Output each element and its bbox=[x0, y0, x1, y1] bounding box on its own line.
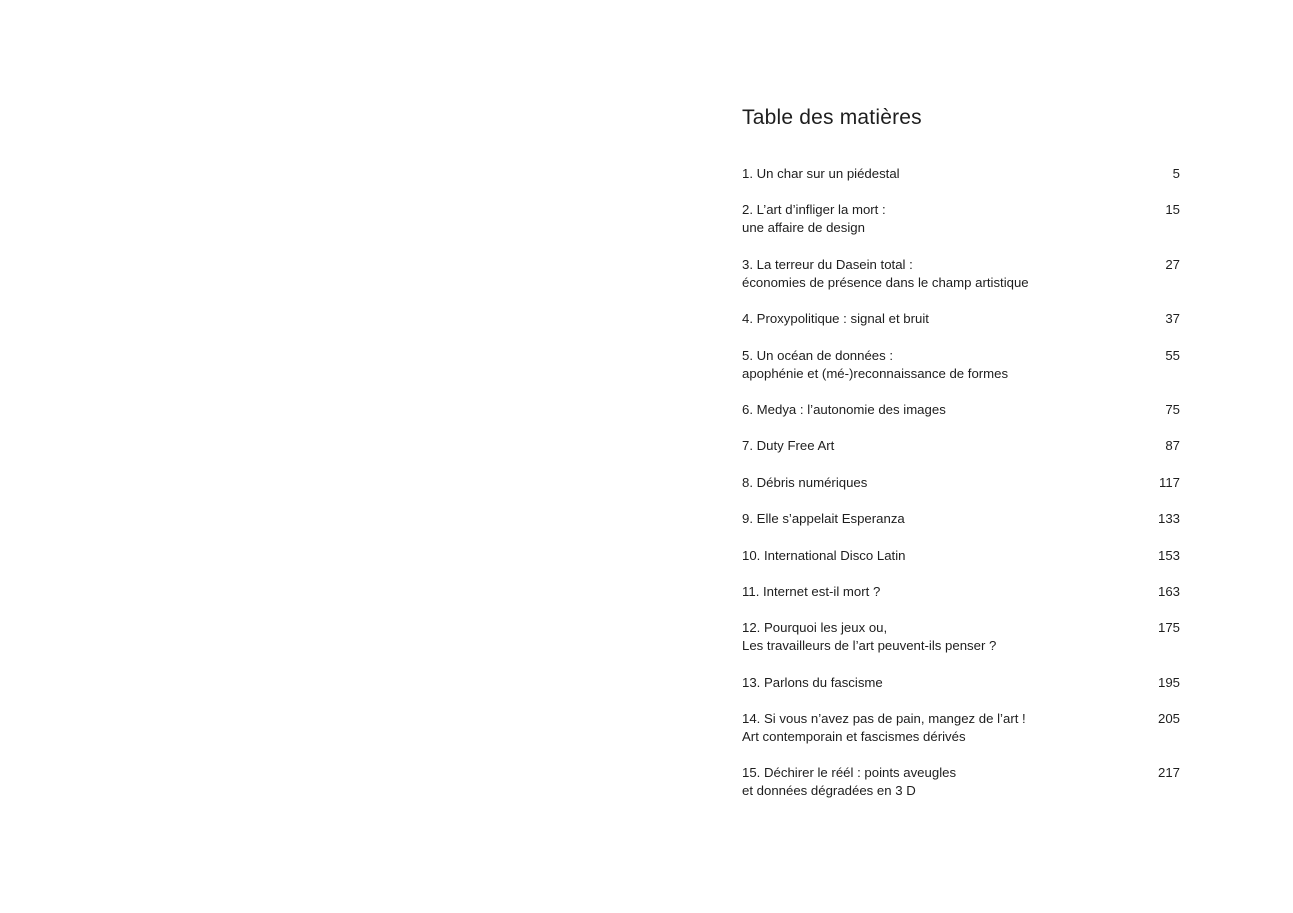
toc-entry-subtitle: Les travailleurs de l’art peuvent-ils penser ? bbox=[742, 638, 997, 654]
page-title: Table des matières bbox=[742, 106, 922, 129]
toc-entry-subtitle: et données dégradées en 3 D bbox=[742, 783, 916, 799]
toc-entry bbox=[742, 764, 1180, 800]
toc-entry-title: 3. La terreur du Dasein total : bbox=[742, 256, 913, 272]
toc-entry-page-number: 37 bbox=[1165, 311, 1180, 327]
toc-entry-page-number: 117 bbox=[1158, 474, 1180, 490]
toc-entry bbox=[742, 510, 1180, 528]
toc-entry-page-number: 15 bbox=[1165, 202, 1180, 218]
toc-entry-title: 1. Un char sur un piédestal bbox=[742, 166, 900, 181]
toc-entry-title: 9. Elle s’appelait Esperanza bbox=[742, 511, 905, 527]
toc-entry bbox=[742, 347, 1180, 383]
toc-entry-subtitle: une affaire de design bbox=[742, 220, 865, 236]
toc-entry bbox=[742, 201, 1180, 237]
toc-entry bbox=[742, 547, 1180, 565]
toc-entry-page-number: 153 bbox=[1157, 547, 1180, 563]
toc-entry-subtitle: économies de présence dans le champ artistique bbox=[742, 274, 1029, 290]
toc-entry bbox=[742, 165, 1180, 183]
toc-entry-page-number: 195 bbox=[1157, 674, 1180, 690]
toc-entry-page-number: 163 bbox=[1157, 583, 1180, 599]
toc-entry-title: 8. Débris numériques bbox=[742, 474, 868, 490]
toc-entry-title: 15. Déchirer le réél : points aveugles bbox=[742, 765, 957, 781]
toc-entry-title: 10. International Disco Latin bbox=[742, 547, 906, 563]
toc-entry-title: 13. Parlons du fascisme bbox=[742, 674, 883, 690]
toc-entry bbox=[742, 310, 1180, 328]
toc-entry-page-number: 87 bbox=[1165, 438, 1180, 454]
toc-entry bbox=[742, 256, 1180, 292]
toc-entry-page-number: 27 bbox=[1165, 256, 1180, 272]
toc-entry-page-number: 175 bbox=[1157, 620, 1180, 636]
toc-entry bbox=[742, 401, 1180, 419]
toc-entry-title: 6. Medya : l’autonomie des images bbox=[742, 401, 946, 417]
toc-entry-page-number: 133 bbox=[1157, 511, 1180, 527]
toc-entry-subtitle: apophénie et (mé-)reconnaissance de formes bbox=[742, 365, 1009, 381]
table-of-contents bbox=[742, 104, 1180, 799]
toc-entry-page-number: 5 bbox=[1172, 166, 1180, 181]
toc-entry bbox=[742, 474, 1180, 492]
toc-entry-title: 11. Internet est-il mort ? bbox=[742, 583, 881, 599]
toc-entry-title: 14. Si vous n’avez pas de pain, mangez de l’art ! bbox=[742, 711, 1026, 727]
toc-entry-title: 2. L’art d’infliger la mort : bbox=[742, 202, 886, 218]
toc-entry bbox=[742, 674, 1180, 692]
toc-entry-title: 12. Pourquoi les jeux ou, bbox=[742, 620, 888, 636]
toc-entry-title: 5. Un océan de données : bbox=[742, 347, 894, 363]
toc-entry bbox=[742, 583, 1180, 601]
toc-entry-subtitle: Art contemporain et fascismes dérivés bbox=[742, 729, 966, 745]
toc-entry-page-number: 217 bbox=[1157, 765, 1180, 781]
toc-list bbox=[742, 165, 1180, 819]
toc-entry-title: 4. Proxypolitique : signal et bruit bbox=[742, 311, 929, 327]
toc-entry-page-number: 205 bbox=[1157, 711, 1180, 727]
toc-entry-page-number: 75 bbox=[1165, 401, 1180, 417]
toc-entry bbox=[742, 437, 1180, 455]
toc-entry bbox=[742, 710, 1180, 746]
toc-entry bbox=[742, 619, 1180, 655]
toc-entry-title: 7. Duty Free Art bbox=[742, 438, 835, 454]
toc-entry-page-number: 55 bbox=[1165, 347, 1180, 363]
